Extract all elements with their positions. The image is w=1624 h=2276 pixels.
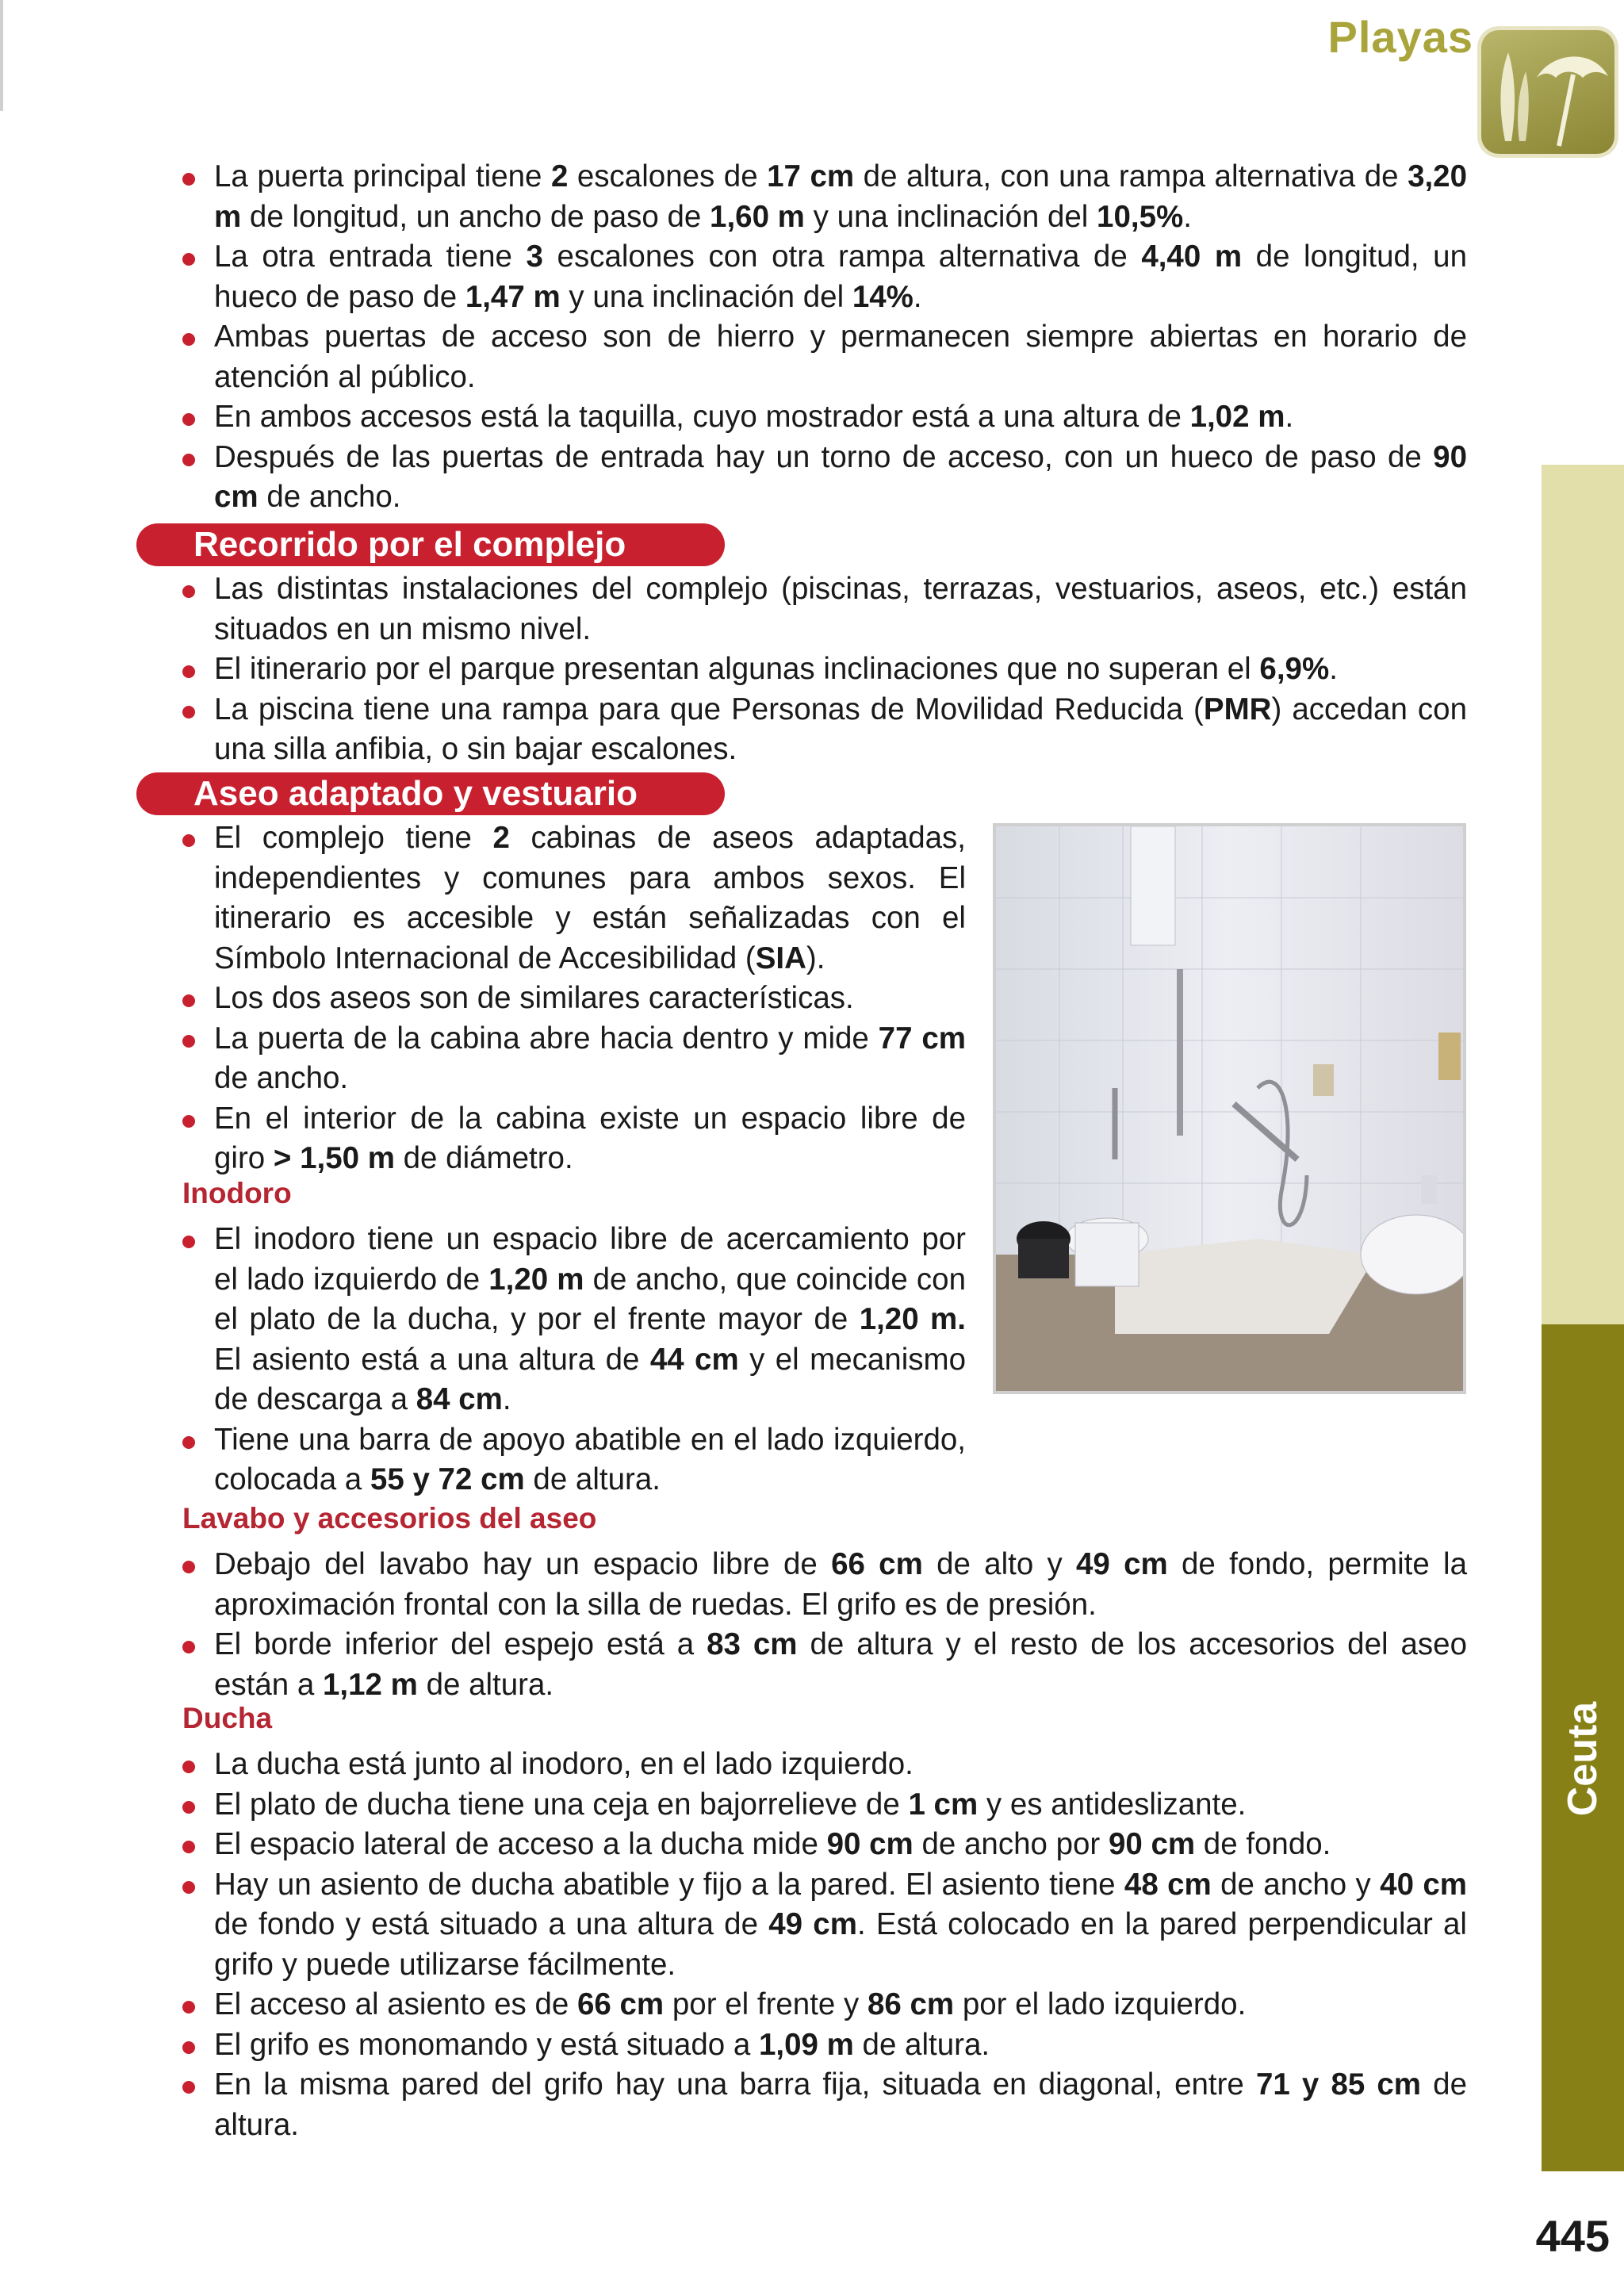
- recorrido-section: [173, 569, 1467, 770]
- bullet-item: La otra entrada tiene 3 escalones con otra rampa alternativa de 4,40 m de longitud, un hueco de paso de 1,47 m y una inclinación del 14%.: [173, 237, 1467, 317]
- aseo-section: [173, 818, 966, 1179]
- bullet-item: La puerta principal tiene 2 escalones de 17 cm de altura, con una rampa alternativa de 3,20 m de longitud, un ancho de paso de 1,60 m y una inclinación del 10,5%.: [173, 157, 1467, 237]
- bullet-item: El complejo tiene 2 cabinas de aseos adaptadas, independientes y comunes para ambos sexos. El itinerario es accesible y están señalizadas con el Símbolo Internacional de Accesibilidad (SIA).: [173, 818, 966, 979]
- side-tab-upper: [1542, 465, 1624, 1324]
- section-title: Playas: [1327, 12, 1473, 62]
- bullet-item: En el interior de la cabina existe un espacio libre de giro > 1,50 m de diámetro.: [173, 1099, 966, 1179]
- bullet-item: Ambas puertas de acceso son de hierro y permanecen siempre abiertas en horario de atención al público.: [173, 317, 1467, 397]
- subheading-lavabo: Lavabo y accesorios del aseo: [182, 1502, 597, 1535]
- intro-list: [173, 157, 1467, 518]
- accessible-bathroom-photo: [993, 823, 1466, 1394]
- bullet-item: Hay un asiento de ducha abatible y fijo a la pared. El asiento tiene 48 cm de ancho y 40 cm de fondo y está situado a una altura de 49 cm. Está colocado en la pared perpendicular al grifo y puede utilizarse fácilmente.: [173, 1865, 1467, 1986]
- beach-umbrella-icon: [1481, 30, 1614, 154]
- bullet-item: En ambos accesos está la taquilla, cuyo mostrador está a una altura de 1,02 m.: [173, 397, 1467, 438]
- subheading-inodoro: Inodoro: [182, 1177, 292, 1209]
- aseo-list: [173, 818, 966, 1179]
- bullet-item: La puerta de la cabina abre hacia dentro y mide 77 cm de ancho.: [173, 1019, 966, 1099]
- bullet-item: En la misma pared del grifo hay una barra fija, situada en diagonal, entre 71 y 85 cm de altura.: [173, 2065, 1467, 2145]
- lavabo-section: [173, 1545, 1467, 1705]
- bullet-item: La piscina tiene una rampa para que Personas de Movilidad Reducida (PMR) accedan con una silla anfibia, o sin bajar escalones.: [173, 690, 1467, 770]
- recorrido-list: [173, 569, 1467, 770]
- subheading-ducha: Ducha: [182, 1702, 273, 1734]
- page-number: 445: [1535, 2211, 1610, 2261]
- inodoro-list: [173, 1220, 966, 1500]
- intro-section: [173, 157, 1467, 518]
- inodoro-section: [173, 1220, 966, 1500]
- side-tab-label-text: Ceuta: [1560, 1701, 1606, 1817]
- bullet-item: El acceso al asiento es de 66 cm por el frente y 86 cm por el lado izquierdo.: [173, 1985, 1467, 2025]
- bullet-item: Después de las puertas de entrada hay un torno de acceso, con un hueco de paso de 90 cm de ancho.: [173, 438, 1467, 518]
- bullet-item: El borde inferior del espejo está a 83 cm de altura y el resto de los accesorios del aseo están a 1,12 m de altura.: [173, 1625, 1467, 1705]
- ducha-list: [173, 1745, 1467, 2145]
- ducha-section: [173, 1745, 1467, 2145]
- bullet-item: Tiene una barra de apoyo abatible en el lado izquierdo, colocada a 55 y 72 cm de altura.: [173, 1420, 966, 1500]
- crop-mark: [0, 0, 3, 111]
- side-tab-label: [1544, 1680, 1622, 1838]
- bullet-item: El plato de ducha tiene una ceja en bajorrelieve de 1 cm y es antideslizante.: [173, 1785, 1467, 1826]
- bullet-item: Debajo del lavabo hay un espacio libre de 66 cm de alto y 49 cm de fondo, permite la aproximación frontal con la silla de ruedas. El grifo es de presión.: [173, 1545, 1467, 1625]
- bullet-item: La ducha está junto al inodoro, en el lado izquierdo.: [173, 1745, 1467, 1785]
- heading-recorrido: Recorrido por el complejo: [136, 523, 725, 566]
- bullet-item: El itinerario por el parque presentan algunas inclinaciones que no superan el 6,9%.: [173, 649, 1467, 690]
- bullet-item: Los dos aseos son de similares características.: [173, 979, 966, 1019]
- bullet-item: El espacio lateral de acceso a la ducha mide 90 cm de ancho por 90 cm de fondo.: [173, 1825, 1467, 1865]
- bullet-item: El grifo es monomando y está situado a 1,09 m de altura.: [173, 2025, 1467, 2066]
- lavabo-list: [173, 1545, 1467, 1705]
- bullet-item: Las distintas instalaciones del complejo (piscinas, terrazas, vestuarios, aseos, etc.) están situados en un mismo nivel.: [173, 569, 1467, 649]
- heading-aseo: Aseo adaptado y vestuario: [136, 772, 725, 815]
- bullet-item: El inodoro tiene un espacio libre de acercamiento por el lado izquierdo de 1,20 m de ancho, que coincide con el plato de la ducha, y por el frente mayor de 1,20 m. El asiento está a una altura de 44 cm y el mecanismo de descarga a 84 cm.: [173, 1220, 966, 1420]
